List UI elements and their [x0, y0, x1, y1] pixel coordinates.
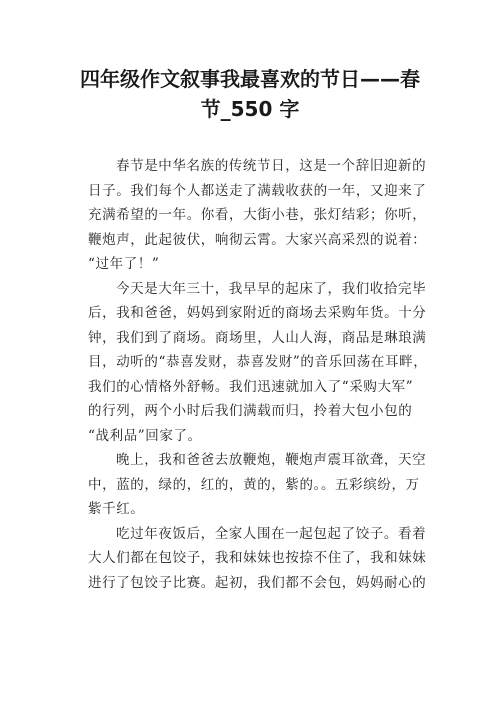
title-line-2: 节_550 字	[200, 97, 300, 121]
paragraph-line: 后，我和爸爸，妈妈到家附近的商场去采购年货。十分	[88, 305, 427, 321]
paragraph-line: “过年了！”	[88, 256, 160, 272]
paragraph-line: 日子。我们每个人都送走了满载收获的一年，又迎来了	[88, 182, 427, 199]
title-line-1: 四年级作文叙事我最喜欢的节日——春	[80, 67, 420, 91]
paragraph-line: 目，动听的“恭喜发财，恭喜发财”的音乐回荡在耳畔，	[88, 354, 428, 370]
paragraph-line: 进行了包饺子比赛。起初，我们都不会包，妈妈耐心的	[88, 574, 427, 591]
paragraph-line: 中，蓝的，绿的，红的，黄的，紫的。。五彩缤纷，万	[88, 476, 420, 493]
paragraph-2	[88, 277, 428, 449]
paragraph-line: “战利品”回家了。	[88, 427, 202, 444]
paragraph-line: 今天是大年三十，我早早的起床了，我们收拾完毕	[116, 280, 427, 297]
paragraph-line: 晚上，我和爸爸去放鞭炮，鞭炮声震耳欲聋，天空	[116, 452, 427, 468]
paragraph-line: 春节是中华名族的传统节日，这是一个辞旧迎新的	[116, 158, 427, 174]
paragraph-line: 的行列，两个小时后我们满载而归，拎着大包小包的	[88, 403, 413, 419]
paragraph-line: 大人们都在包饺子，我和妹妹也按捺不住了，我和妹妹	[88, 550, 427, 566]
paragraph-line: 鞭炮声，此起彼伏，响彻云霄。大家兴高采烈的说着：	[88, 231, 427, 248]
paragraph-line: 我们的心情格外舒畅。我们迅速就加入了“采购大军”	[88, 378, 414, 395]
paragraph-line: 钟，我们到了商场。商场里，人山人海，商品是琳琅满	[88, 329, 427, 346]
document-body	[88, 154, 428, 595]
paragraph-4	[88, 522, 427, 596]
paragraph-1	[88, 154, 427, 277]
paragraph-line: 吃过年夜饭后，全家人围在一起包起了饺子。看着	[116, 525, 427, 542]
paragraph-line: 紫千红。	[88, 501, 145, 517]
paragraph-3	[88, 448, 427, 522]
paragraph-line: 充满希望的一年。你看，大街小巷，张灯结彩；你听，	[88, 207, 427, 223]
document-title	[40, 64, 460, 124]
